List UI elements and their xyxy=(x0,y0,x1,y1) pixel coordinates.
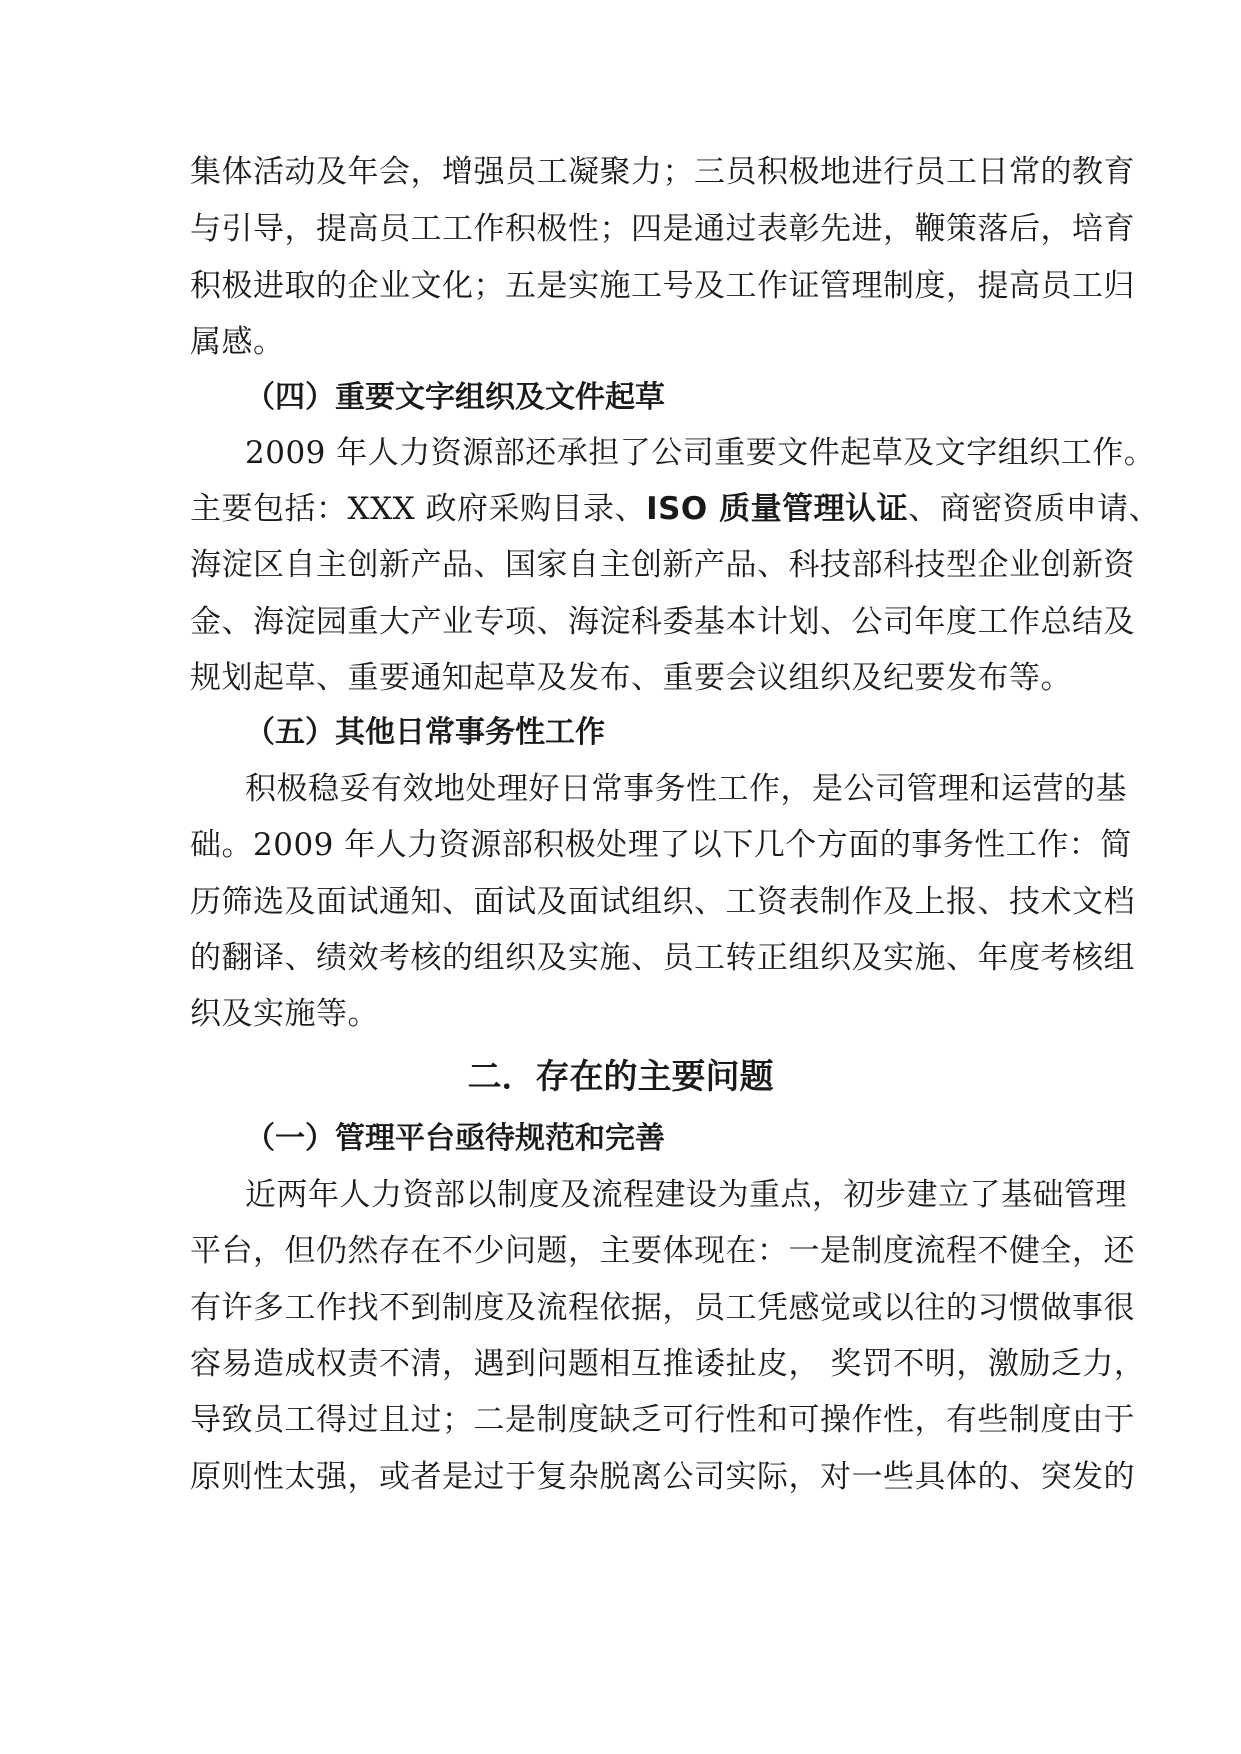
paragraph-line: 织及实施等。 xyxy=(190,996,379,1032)
subsection-heading: （四）重要文字组织及文件起草 xyxy=(245,380,665,415)
paragraph-line: 金、海淀园重大产业专项、海淀科委基本计划、公司年度工作总结及 xyxy=(190,604,1135,640)
paragraph-line: 的翻译、绩效考核的组织及实施、员工转正组织及实施、年度考核组 xyxy=(190,940,1135,976)
paragraph-line: 属感。 xyxy=(190,324,285,360)
paragraph-line: 础。2009 年人力资源部积极处理了以下几个方面的事务性工作：简 xyxy=(190,827,1132,863)
paragraph-line: 海淀区自主创新产品、国家自主创新产品、科技部科技型企业创新资 xyxy=(190,547,1135,583)
section-title: 二．存在的主要问题 xyxy=(467,1057,774,1097)
paragraph-line: 容易造成权责不清，遇到问题相互推诿扯皮， 奖罚不明，激励乏力， xyxy=(190,1346,1146,1382)
text-run: 、商密资质申请、 xyxy=(908,491,1161,527)
paragraph-line: 平台，但仍然存在不少问题，主要体现在：一是制度流程不健全，还 xyxy=(190,1233,1135,1269)
subsection-heading: （五）其他日常事务性工作 xyxy=(245,715,605,750)
paragraph-line: 规划起草、重要通知起草及发布、重要会议组织及纪要发布等。 xyxy=(190,660,1072,696)
paragraph-line: 积极稳妥有效地处理好日常事务性工作，是公司管理和运营的基 xyxy=(245,771,1127,807)
paragraph-line: 导致员工得过且过；二是制度缺乏可行性和可操作性，有些制度由于 xyxy=(190,1402,1135,1438)
paragraph-line: 历筛选及面试通知、面试及面试组织、工资表制作及上报、技术文档 xyxy=(190,884,1135,920)
subsection-heading: （一）管理平台亟待规范和完善 xyxy=(245,1121,665,1156)
text-run: 主要包括：XXX 政府采购目录、 xyxy=(190,491,647,527)
paragraph-line: 近两年人力资部以制度及流程建设为重点，初步建立了基础管理 xyxy=(245,1177,1127,1213)
paragraph-line: 与引导，提高员工工作积极性；四是通过表彰先进，鞭策落后，培育 xyxy=(190,211,1135,247)
emphasis-text: ISO 质量管理认证 xyxy=(646,491,909,527)
paragraph-line: 有许多工作找不到制度及流程依据，员工凭感觉或以往的习惯做事很 xyxy=(190,1290,1135,1326)
paragraph-line xyxy=(190,487,1160,531)
paragraph-line: 积极进取的企业文化；五是实施工号及工作证管理制度，提高员工归 xyxy=(190,268,1135,304)
paragraph-line: 原则性太强，或者是过于复杂脱离公司实际，对一些具体的、突发的 xyxy=(190,1459,1135,1495)
paragraph-line: 集体活动及年会，增强员工凝聚力；三员积极地进行员工日常的教育 xyxy=(190,154,1135,190)
paragraph-line: 2009 年人力资源部还承担了公司重要文件起草及文字组织工作。 xyxy=(245,435,1156,471)
